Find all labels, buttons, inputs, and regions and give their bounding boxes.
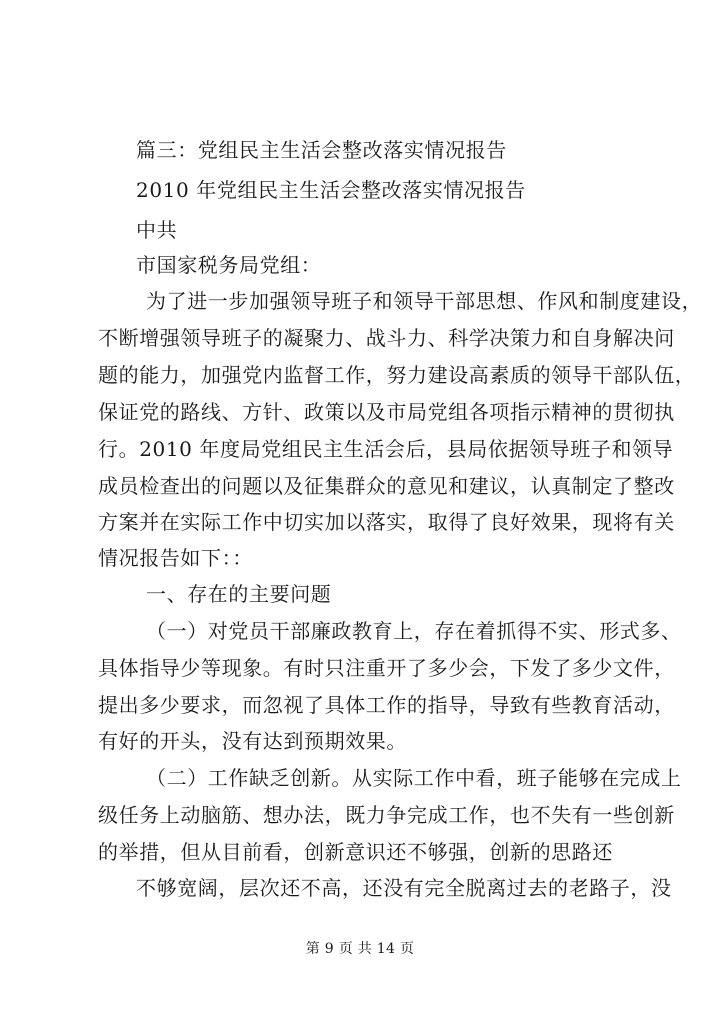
paragraph-line: 成员检查出的问题以及征集群众的意见和建议，认真制定了整改 <box>98 474 675 498</box>
paragraph-line: 为了进一步加强领导班子和领导干部思想、作风和制度建设， <box>146 289 703 313</box>
report-title: 2010 年党组民主生活会整改落实情况报告 <box>136 178 526 202</box>
paragraph-line: （一）对党员干部廉政教育上，存在着抓得不实、形式多、 <box>146 619 682 643</box>
paragraph-line: 保证党的路线、方针、政策以及市局党组各项指示精神的贯彻执 <box>98 400 675 424</box>
paragraph-line: 不断增强领导班子的凝聚力、战斗力、科学决策力和自身解决问 <box>98 326 675 350</box>
paragraph-line: 题的能力，加强党内监督工作，努力建设高素质的领导干部队伍， <box>98 363 696 387</box>
page-number: 第 9 页 共 14 页 <box>305 941 415 957</box>
paragraph-line: 不够宽阔，层次还不高，还没有完全脱离过去的老路子，没 <box>136 876 672 900</box>
paragraph-line: 行。2010 年度局党组民主生活会后，县局依据领导班子和领导 <box>98 437 674 461</box>
addressee-line-2: 市国家税务局党组： <box>136 253 322 277</box>
paragraph-line: 方案并在实际工作中切实加以落实，取得了良好效果，现将有关 <box>98 510 675 534</box>
paragraph-line: 的举措，但从目前看，创新意识还不够强，创新的思路还 <box>98 840 613 864</box>
paragraph-line: 情况报告如下：： <box>98 546 253 570</box>
paragraph-line: 提出多少要求，而忽视了具体工作的指导，导致有些教育活动， <box>98 693 675 717</box>
paragraph-line: 有好的开头，没有达到预期效果。 <box>98 729 407 753</box>
paragraph-line: 具体指导少等现象。有时只注重开了多少会，下发了多少文件， <box>98 656 675 680</box>
paragraph-line: （二）工作缺乏创新。从实际工作中看，班子能够在完成上 <box>146 766 682 790</box>
section-heading: 篇三：党组民主生活会整改落实情况报告 <box>136 138 507 162</box>
section-title: 一、存在的主要问题 <box>146 582 332 606</box>
addressee-line-1: 中共 <box>136 218 178 242</box>
paragraph-line: 级任务上动脑筋、想办法，既力争完成工作，也不失有一些创新 <box>98 803 675 827</box>
